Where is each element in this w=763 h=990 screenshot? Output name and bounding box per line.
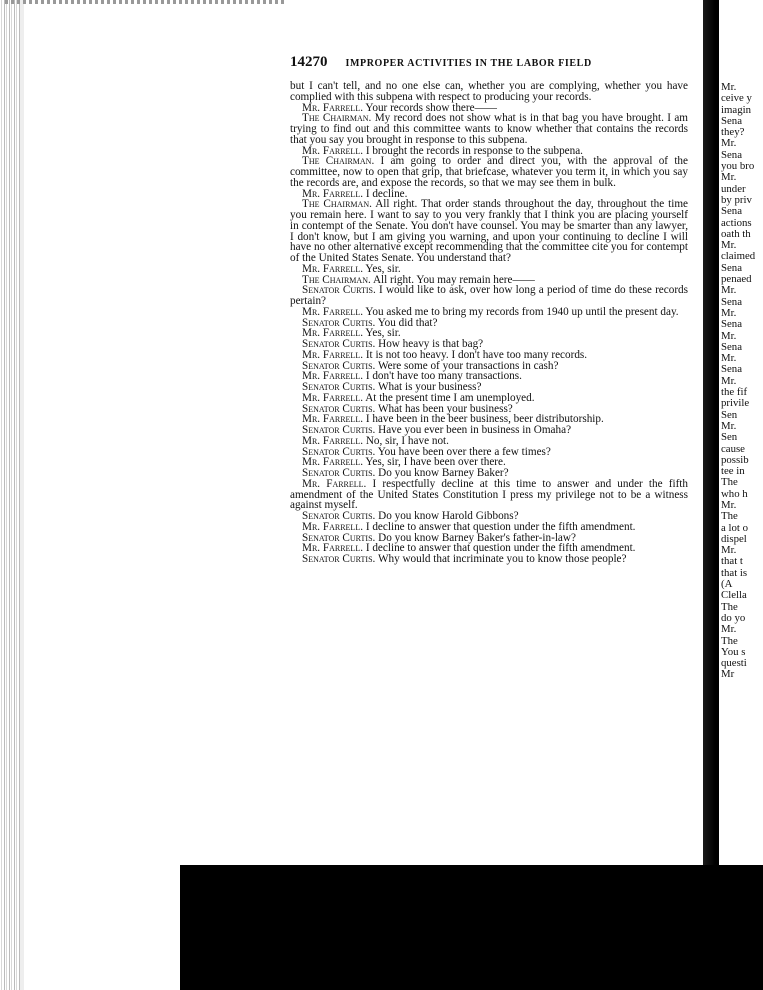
paragraph-text: Yes, sir. [365,327,401,340]
facing-page-line: Mr. [721,81,737,93]
facing-page-line: Sena [721,114,742,127]
paragraph-text: You asked me to bring my records from 1940 up until the present day. [365,305,679,318]
paragraph-text: I would like to ask, over how long a period of time do these records pertain? [290,284,689,307]
scan-left-edge [0,0,20,990]
facing-page-line: cause [721,442,745,455]
facing-page-line: The [721,510,738,523]
facing-page-line: Sena [721,261,742,274]
facing-page-line: Sen [721,408,738,421]
transcript-paragraph [290,156,688,188]
facing-page-line: Mr. [721,623,737,636]
facing-page [719,0,763,865]
facing-page-line: questi [721,657,747,670]
speaker-name: Senator Curtis. [302,510,376,522]
facing-page-line: The [721,476,738,489]
transcript-paragraph [290,285,688,307]
facing-page-line: imagin [721,103,751,116]
facing-page-line: Mr. [721,306,737,319]
paragraph-text: What is your business? [377,381,482,393]
scan-top-dashes [5,0,285,4]
facing-page-line: The [721,634,738,647]
speaker-name: Mr. Farrell. [302,144,364,157]
facing-page-line: Mr. [721,352,737,365]
facing-page-line: Sena [721,205,742,218]
facing-page-line: they? [721,126,745,139]
paragraph-text: I decline to answer that question under the fifth amendment. [365,520,636,533]
speaker-name: Mr. Farrell. [302,327,364,340]
facing-page-line: Sen [721,431,738,444]
facing-page-line: Mr. [721,419,737,432]
paragraph-text: Why would that incriminate you to know those people? [377,553,627,565]
facing-page-line: Mr. [721,171,737,184]
speaker-name: Senator Curtis. [302,445,376,458]
facing-page-line: claimed [721,250,756,263]
speaker-name: Mr. Farrell. [302,370,364,383]
transcript-paragraph [290,479,688,511]
paragraph-text: All right. You may remain here—— [372,273,535,286]
facing-page-line: Sena [721,363,742,376]
paragraph-text: I decline. [365,187,408,200]
scan-dark-band [180,865,763,990]
speaker-name: Mr. Farrell. [302,305,364,318]
speaker-name: Mr. Farrell. [302,101,364,114]
facing-page-line: by priv [721,193,752,206]
facing-page-line: the fif [721,386,748,399]
transcript-paragraph [290,554,688,565]
paragraph-text: Were some of your transactions in cash? [377,359,559,372]
paragraph-text: You have been over there a few times? [377,445,551,458]
paragraph-text: I have been in the beer business, beer distributorship. [365,413,604,426]
facing-page-line: who h [721,487,748,500]
facing-page-line: possib [721,453,749,466]
facing-page-line: penaed [721,273,752,286]
paragraph-text: Do you know Harold Gibbons? [378,510,519,522]
facing-page-line: under [721,182,746,195]
paragraph-text: I respectfully decline at this time to answer and under the fifth amendment of the United States Constitution I press my privilege not to be a witness against myself. [290,477,688,512]
facing-page-line: Mr. [721,239,737,252]
paragraph-text: Do you know Barney Baker's father-in-law? [378,531,576,544]
page-number: 14270 [290,54,328,70]
paragraph-text: At the present time I am unemployed. [365,391,535,404]
facing-page-line: privile [721,397,750,410]
paragraph-text: How heavy is that bag? [378,338,484,350]
speaker-name: Mr. Farrell. [302,434,364,447]
facing-page-line: tee in [721,465,745,478]
speaker-name: Senator Curtis. [302,284,376,297]
paragraph-text: It is not too heavy. I don't have too many records. [365,348,588,361]
speaker-name: Mr. Farrell. [302,477,367,490]
speaker-name: Mr. Farrell. [302,262,364,275]
speaker-name: The Chairman. [302,155,375,168]
facing-page-text [719,0,763,681]
facing-page-line: Sena [721,340,742,353]
facing-page-line: Mr. [721,284,737,297]
speaker-name: Senator Curtis. [302,338,376,350]
speaker-name: Senator Curtis. [302,402,376,415]
speaker-name: Senator Curtis. [302,381,376,393]
paragraph-text: I decline to answer that question under the fifth amendment. [365,542,636,555]
facing-page-line: a lot o [721,521,748,534]
speaker-name: Senator Curtis. [302,359,376,372]
paragraph-text: Your records show there—— [365,101,497,114]
speaker-name: Senator Curtis. [302,316,376,329]
speaker-name: The Chairman. [302,112,372,125]
transcript-paragraph [290,199,688,264]
paragraph-text: I brought the records in response to the subpena. [365,144,583,157]
speaker-name: Mr. Farrell. [302,348,364,361]
speaker-name: The Chairman. [302,273,371,286]
speaker-name: Senator Curtis. [302,424,376,436]
facing-page-line: You s [721,645,746,658]
facing-page-line: ceive y [721,92,752,105]
paragraph-text: Yes, sir. [365,262,401,275]
facing-page-line: Sena [721,318,742,331]
transcript-paragraph [290,81,688,103]
scan-gutter [20,0,24,990]
facing-page-line: Mr. [721,329,737,342]
facing-page-line: that t [721,555,743,568]
transcript-body [290,81,688,565]
facing-page-line: that is [721,566,748,579]
facing-page-line: do yo [721,611,746,624]
book-page [290,54,688,565]
facing-page-line: dispel [721,532,747,545]
paragraph-text: Yes, sir, I have been over there. [365,456,506,469]
paragraph-text: Have you ever been in business in Omaha? [378,424,572,436]
speaker-name: Senator Curtis. [302,531,376,544]
facing-page-line: Clella [721,589,747,602]
paragraph-text: but I can't tell, and no one else can, whether you are complying, whether you have complied with this subpena with respect to producing your records. [290,80,688,103]
paragraph-text: I am going to order and direct you, with the approval of the committee, now to open that grip, that briefcase, whatever you term it, in which you say the records are, and expose the records, so that we may see them in bulk. [290,155,688,189]
facing-page-line: Sena [721,148,742,161]
paragraph-text: Do you know Barney Baker? [378,467,509,479]
paragraph-text: I don't have too many transactions. [365,370,522,383]
facing-page-line: oath th [721,227,751,240]
facing-page-line: Mr [721,668,735,681]
speaker-name: Mr. Farrell. [302,542,364,555]
facing-page-line: actions [721,216,752,229]
facing-page-line: Mr. [721,498,737,511]
speaker-name: Mr. Farrell. [302,456,364,469]
transcript-paragraph [290,113,688,145]
running-title: IMPROPER ACTIVITIES IN THE LABOR FIELD [345,58,592,69]
speaker-name: Mr. Farrell. [302,413,364,426]
speaker-name: Mr. Farrell. [302,391,364,404]
paragraph-text: You did that? [377,316,438,329]
facing-page-line: Mr. [721,374,737,387]
paragraph-text: No, sir, I have not. [365,434,449,447]
facing-page-line: Sena [721,295,742,308]
facing-page-line: Mr. [721,137,737,150]
facing-page-line: Mr. [721,544,737,557]
paragraph-text: All right. That order stands throughout the day, throughout the time you remain here. I want to say to you very frankly that I think you are placing yourself in contempt of the Senate. You don't have counsel. You may be smarter than any lawyer, I don't know, but I am giving you warning, and upon your continuing to decline I will have no other alternative except recommending that the committee cite you for contempt of the United States Senate. You understand that? [290,198,688,264]
speaker-name: Senator Curtis. [302,467,376,479]
paragraph-text: My record does not show what is in that bag you have brought. I am trying to find out and this committee wants to know whether that contains the records that you say you brought in response to this subpena. [290,112,688,146]
speaker-name: Mr. Farrell. [302,520,364,533]
speaker-name: The Chairman. [302,198,372,211]
speaker-name: Mr. Farrell. [302,187,364,200]
paragraph-text: What has been your business? [377,402,513,415]
facing-page-line: (A [721,578,733,591]
facing-page-line: you bro [721,160,755,173]
facing-page-line: The [721,600,738,613]
page-header [290,54,688,71]
speaker-name: Senator Curtis. [302,553,376,565]
